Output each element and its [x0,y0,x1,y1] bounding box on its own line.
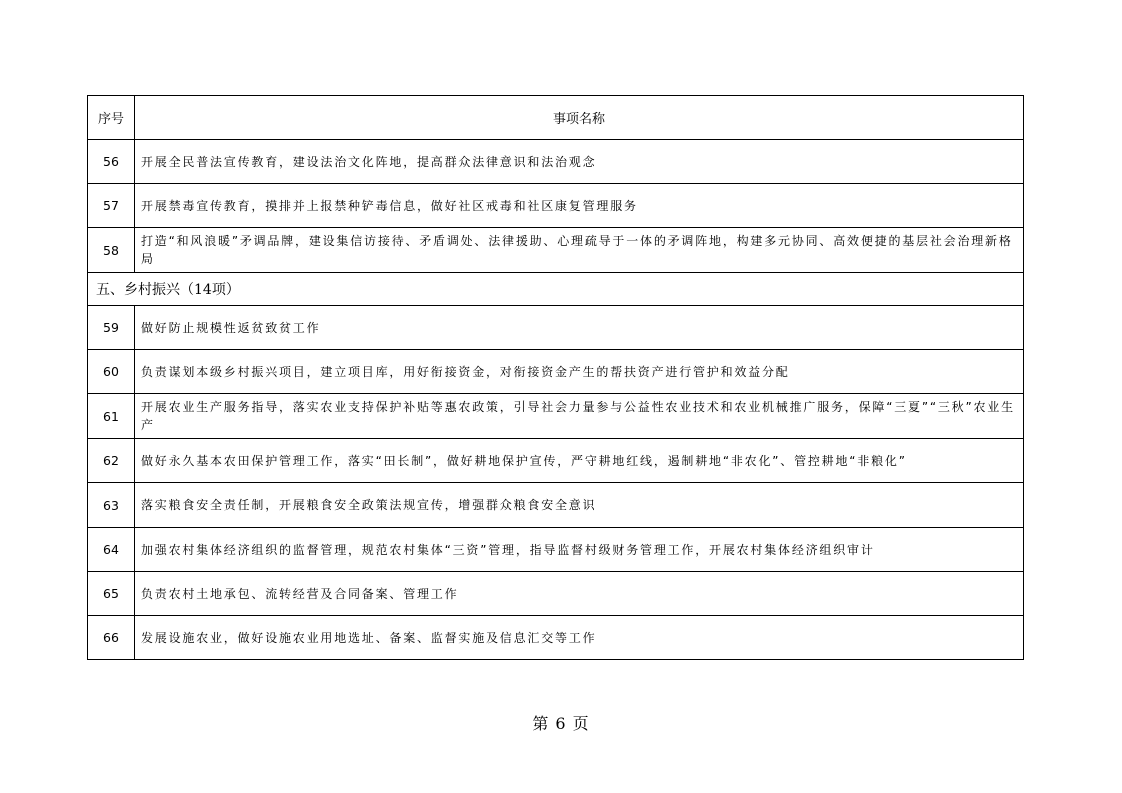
table-row [88,483,1024,528]
item-name-cell: 开展农业生产服务指导，落实农业支持保护补贴等惠农政策，引导社会力量参与公益性农业技术和农业机械推广服务，保障“三夏”“三秋”农业生产 [135,394,1024,439]
item-name-cell: 做好永久基本农田保护管理工作，落实“田长制”，做好耕地保护宣传，严守耕地红线，遏制耕地“非农化”、管控耕地“非粮化” [135,439,1024,483]
header-item-name: 事项名称 [135,96,1024,140]
table-row [88,184,1024,228]
serial-number-cell: 58 [88,228,135,273]
header-serial-number: 序号 [88,96,135,140]
serial-number-cell: 62 [88,439,135,483]
matters-table [87,95,1024,660]
table-header-row [88,96,1024,140]
item-name-cell: 负责农村土地承包、流转经营及合同备案、管理工作 [135,572,1024,616]
serial-number-cell: 65 [88,572,135,616]
serial-number-cell: 59 [88,306,135,350]
table-row [88,228,1024,273]
table-row [88,439,1024,483]
item-name-cell: 发展设施农业，做好设施农业用地选址、备案、监督实施及信息汇交等工作 [135,616,1024,660]
table-row [88,140,1024,184]
page-number: 第 6 页 [532,714,590,733]
serial-number-cell: 57 [88,184,135,228]
table-row [88,306,1024,350]
item-name-cell: 落实粮食安全责任制，开展粮食安全政策法规宣传，增强群众粮食安全意识 [135,483,1024,528]
table-row [88,616,1024,660]
section-heading: 五、乡村振兴（14项） [88,273,1024,306]
item-name-cell: 开展全民普法宣传教育，建设法治文化阵地，提高群众法律意识和法治观念 [135,140,1024,184]
item-name-cell: 打造“和风浪暖”矛调品牌，建设集信访接待、矛盾调处、法律援助、心理疏导于一体的矛调阵地，构建多元协同、高效便捷的基层社会治理新格局 [135,228,1024,273]
section-heading-row [88,273,1024,306]
serial-number-cell: 64 [88,528,135,572]
serial-number-cell: 66 [88,616,135,660]
table-body [88,140,1024,660]
item-name-cell: 负责谋划本级乡村振兴项目，建立项目库，用好衔接资金，对衔接资金产生的帮扶资产进行管护和效益分配 [135,350,1024,394]
serial-number-cell: 60 [88,350,135,394]
item-name-cell: 开展禁毒宣传教育，摸排并上报禁种铲毒信息，做好社区戒毒和社区康复管理服务 [135,184,1024,228]
table-row [88,528,1024,572]
table-row [88,572,1024,616]
serial-number-cell: 61 [88,394,135,439]
item-name-cell: 做好防止规模性返贫致贫工作 [135,306,1024,350]
serial-number-cell: 63 [88,483,135,528]
table-row [88,350,1024,394]
item-name-cell: 加强农村集体经济组织的监督管理，规范农村集体“三资”管理，指导监督村级财务管理工作，开展农村集体经济组织审计 [135,528,1024,572]
serial-number-cell: 56 [88,140,135,184]
table-row [88,394,1024,439]
